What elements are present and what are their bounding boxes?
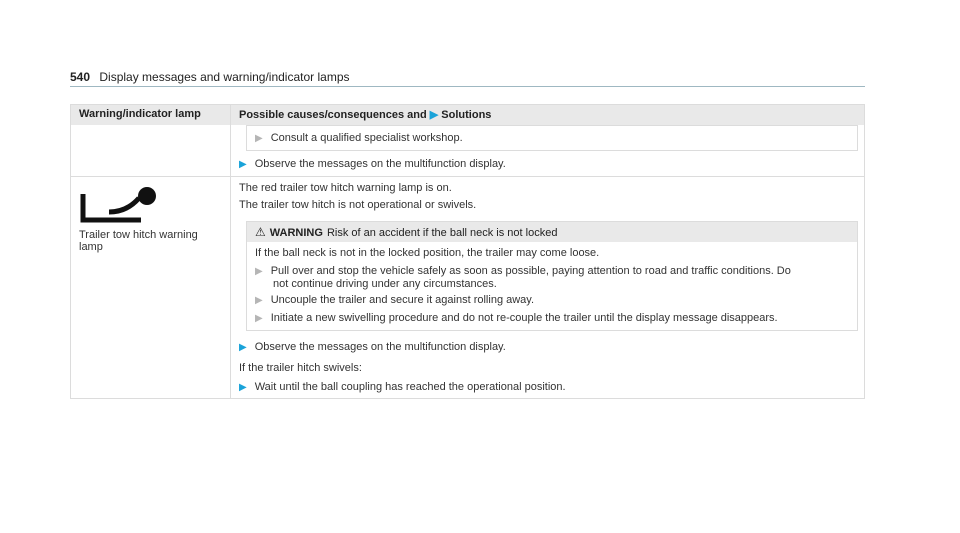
row-divider (71, 176, 864, 177)
warning-header (247, 222, 857, 242)
warning-box (246, 221, 858, 331)
play-arrow-icon: ▶ (239, 382, 247, 393)
list-item: ▶ Observe the messages on the multifunction display. (239, 341, 506, 353)
lamp-label: Trailer tow hitch warning lamp (79, 229, 198, 253)
col-header-solutions-text: Solutions (441, 109, 492, 121)
table-header (71, 105, 864, 125)
list-item: ▶ Initiate a new swivelling procedure and do not re-couple the trailer until the display message disappears. (255, 312, 778, 324)
list-item-continued: not continue driving under any circumstances. (273, 278, 497, 290)
cause-text: The trailer tow hitch is not operational or swivels. (239, 199, 477, 211)
list-item: ▶ Wait until the ball coupling has reached the operational position. (239, 381, 566, 393)
page-title: Display messages and warning/indicator lamps (99, 70, 350, 84)
trailer-tow-hitch-icon (79, 186, 159, 229)
continued-solution-box (246, 125, 858, 151)
page-header (70, 70, 350, 84)
col-header-causes (239, 108, 491, 121)
play-arrow-icon: ▶ (239, 159, 247, 170)
list-item: ▶ Consult a qualified specialist workshop. (255, 132, 463, 144)
column-divider (230, 105, 231, 398)
page-number: 540 (70, 70, 91, 84)
list-item: ▶ Pull over and stop the vehicle safely as soon as possible, paying attention to road and traffic conditions. Do (255, 265, 791, 277)
play-arrow-icon: ▶ (255, 133, 263, 144)
list-item: ▶ Uncouple the trailer and secure it against rolling away. (255, 294, 535, 306)
play-arrow-icon: ▶ (239, 342, 247, 353)
play-arrow-icon: ▶ (255, 266, 263, 277)
condition-text: If the trailer hitch swivels: (239, 362, 362, 374)
play-arrow-icon: ▶ (255, 295, 263, 306)
list-item: ▶ Observe the messages on the multifunction display. (239, 158, 506, 170)
play-arrow-icon: ▶ (429, 109, 439, 121)
header-rule (70, 86, 865, 87)
warning-triangle-icon: ⚠ (255, 225, 266, 239)
cause-text: The red trailer tow hitch warning lamp is on. (239, 182, 452, 194)
play-arrow-icon: ▶ (255, 313, 263, 324)
warning-lamp-table (70, 104, 865, 399)
warning-title: Risk of an accident if the ball neck is not locked (326, 227, 558, 239)
col-header-lamp: Warning/indicator lamp (79, 108, 201, 120)
warning-label: WARNING (269, 227, 323, 239)
col-header-causes-text: Possible causes/consequences and (239, 109, 427, 121)
warning-text: If the ball neck is not in the locked position, the trailer may come loose. (255, 247, 600, 259)
